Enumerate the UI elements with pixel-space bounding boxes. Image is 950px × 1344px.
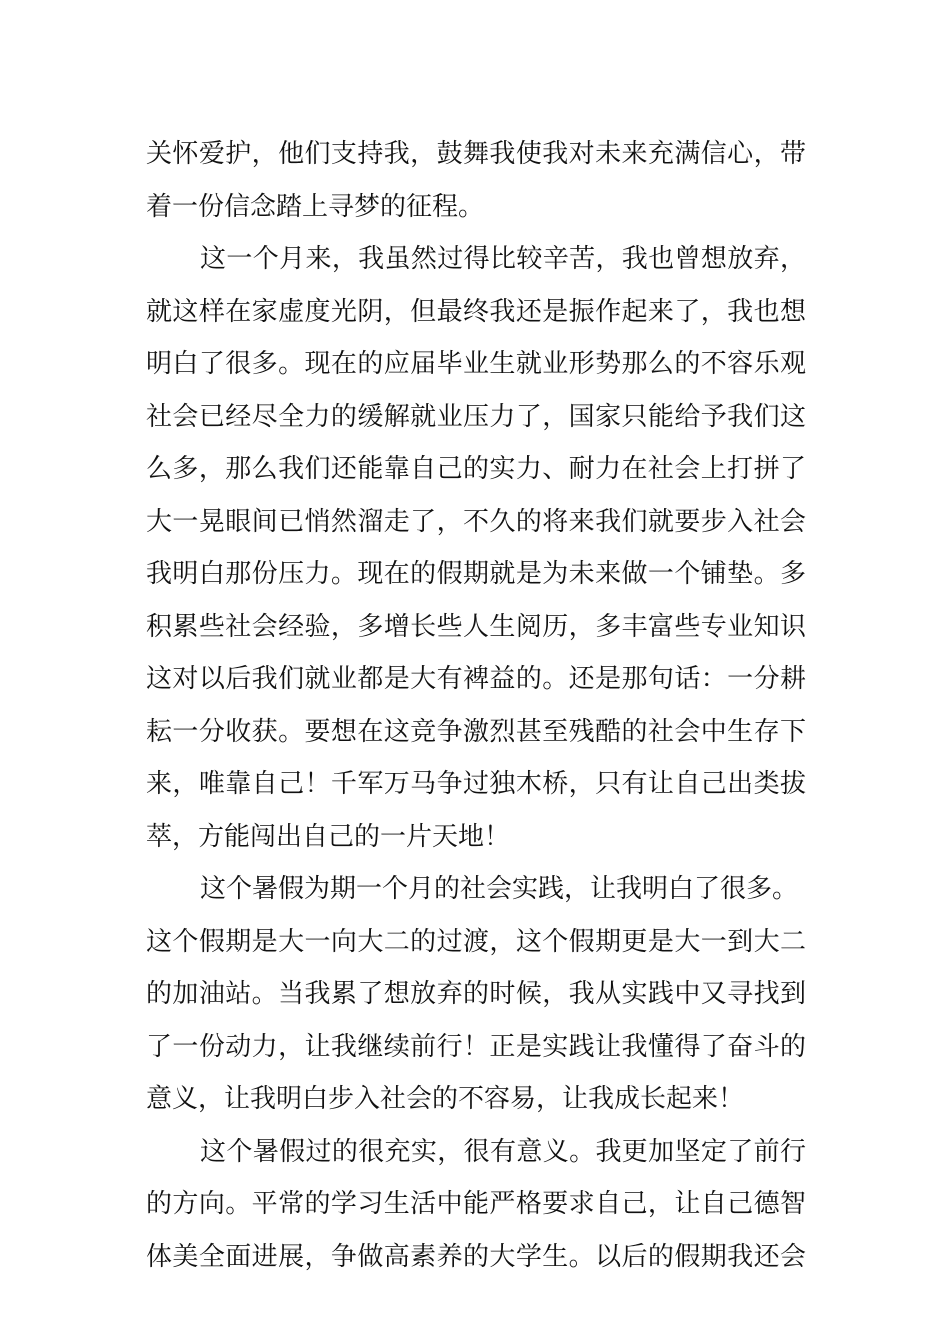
- text-line: 社会已经尽全力的缓解就业压力了，国家只能给予我们这: [146, 401, 806, 432]
- body-text: [146, 128, 806, 1283]
- text-line: 我明白那份压力。现在的假期就是为未来做一个铺垫。多: [146, 559, 806, 589]
- text-line: 明白了很多。现在的应届毕业生就业形势那么的不容乐观: [146, 349, 806, 379]
- text-line: 么多，那么我们还能靠自己的实力、耐力在社会上打拼了: [146, 454, 806, 484]
- text-line: 的加油站。当我累了想放弃的时候，我从实践中又寻找到: [146, 979, 806, 1009]
- text-line: 这个暑假为期一个月的社会实践，让我明白了很多。: [200, 874, 799, 904]
- text-line: 这个暑假过的很充实，很有意义。我更加坚定了前行: [200, 1136, 806, 1167]
- text-line: 耘一分收获。要想在这竞争激烈甚至残酷的社会中生存下: [146, 716, 806, 747]
- text-line: 大一晃眼间已悄然溜走了，不久的将来我们就要步入社会: [146, 506, 806, 537]
- text-line: 了一份动力，让我继续前行！正是实践让我懂得了奋斗的: [146, 1031, 806, 1062]
- text-line: 这一个月来，我虽然过得比较辛苦，我也曾想放弃，: [200, 244, 806, 274]
- text-line: 的方向。平常的学习生活中能严格要求自己，让自己德智: [146, 1189, 806, 1219]
- text-line: 这个假期是大一向大二的过渡，这个假期更是大一到大二: [146, 926, 806, 957]
- text-line: 萃，方能闯出自己的一片天地！: [146, 821, 511, 852]
- text-line: 意义，让我明白步入社会的不容易，让我成长起来！: [146, 1084, 745, 1114]
- text-line: 来，唯靠自己！千军万马争过独木桥，只有让自己出类拔: [146, 769, 806, 799]
- text-line: 关怀爱护，他们支持我，鼓舞我使我对未来充满信心，带: [146, 139, 806, 169]
- text-line: 这对以后我们就业都是大有裨益的。还是那句话：一分耕: [146, 664, 806, 694]
- text-line: 就这样在家虚度光阴，但最终我还是振作起来了，我也想: [146, 296, 806, 327]
- text-line: 积累些社会经验，多增长些人生阅历，多丰富些专业知识: [146, 611, 806, 642]
- text-line: 着一份信念踏上寻梦的征程。: [146, 191, 485, 222]
- text-line: 体美全面进展，争做高素养的大学生。以后的假期我还会: [146, 1241, 806, 1272]
